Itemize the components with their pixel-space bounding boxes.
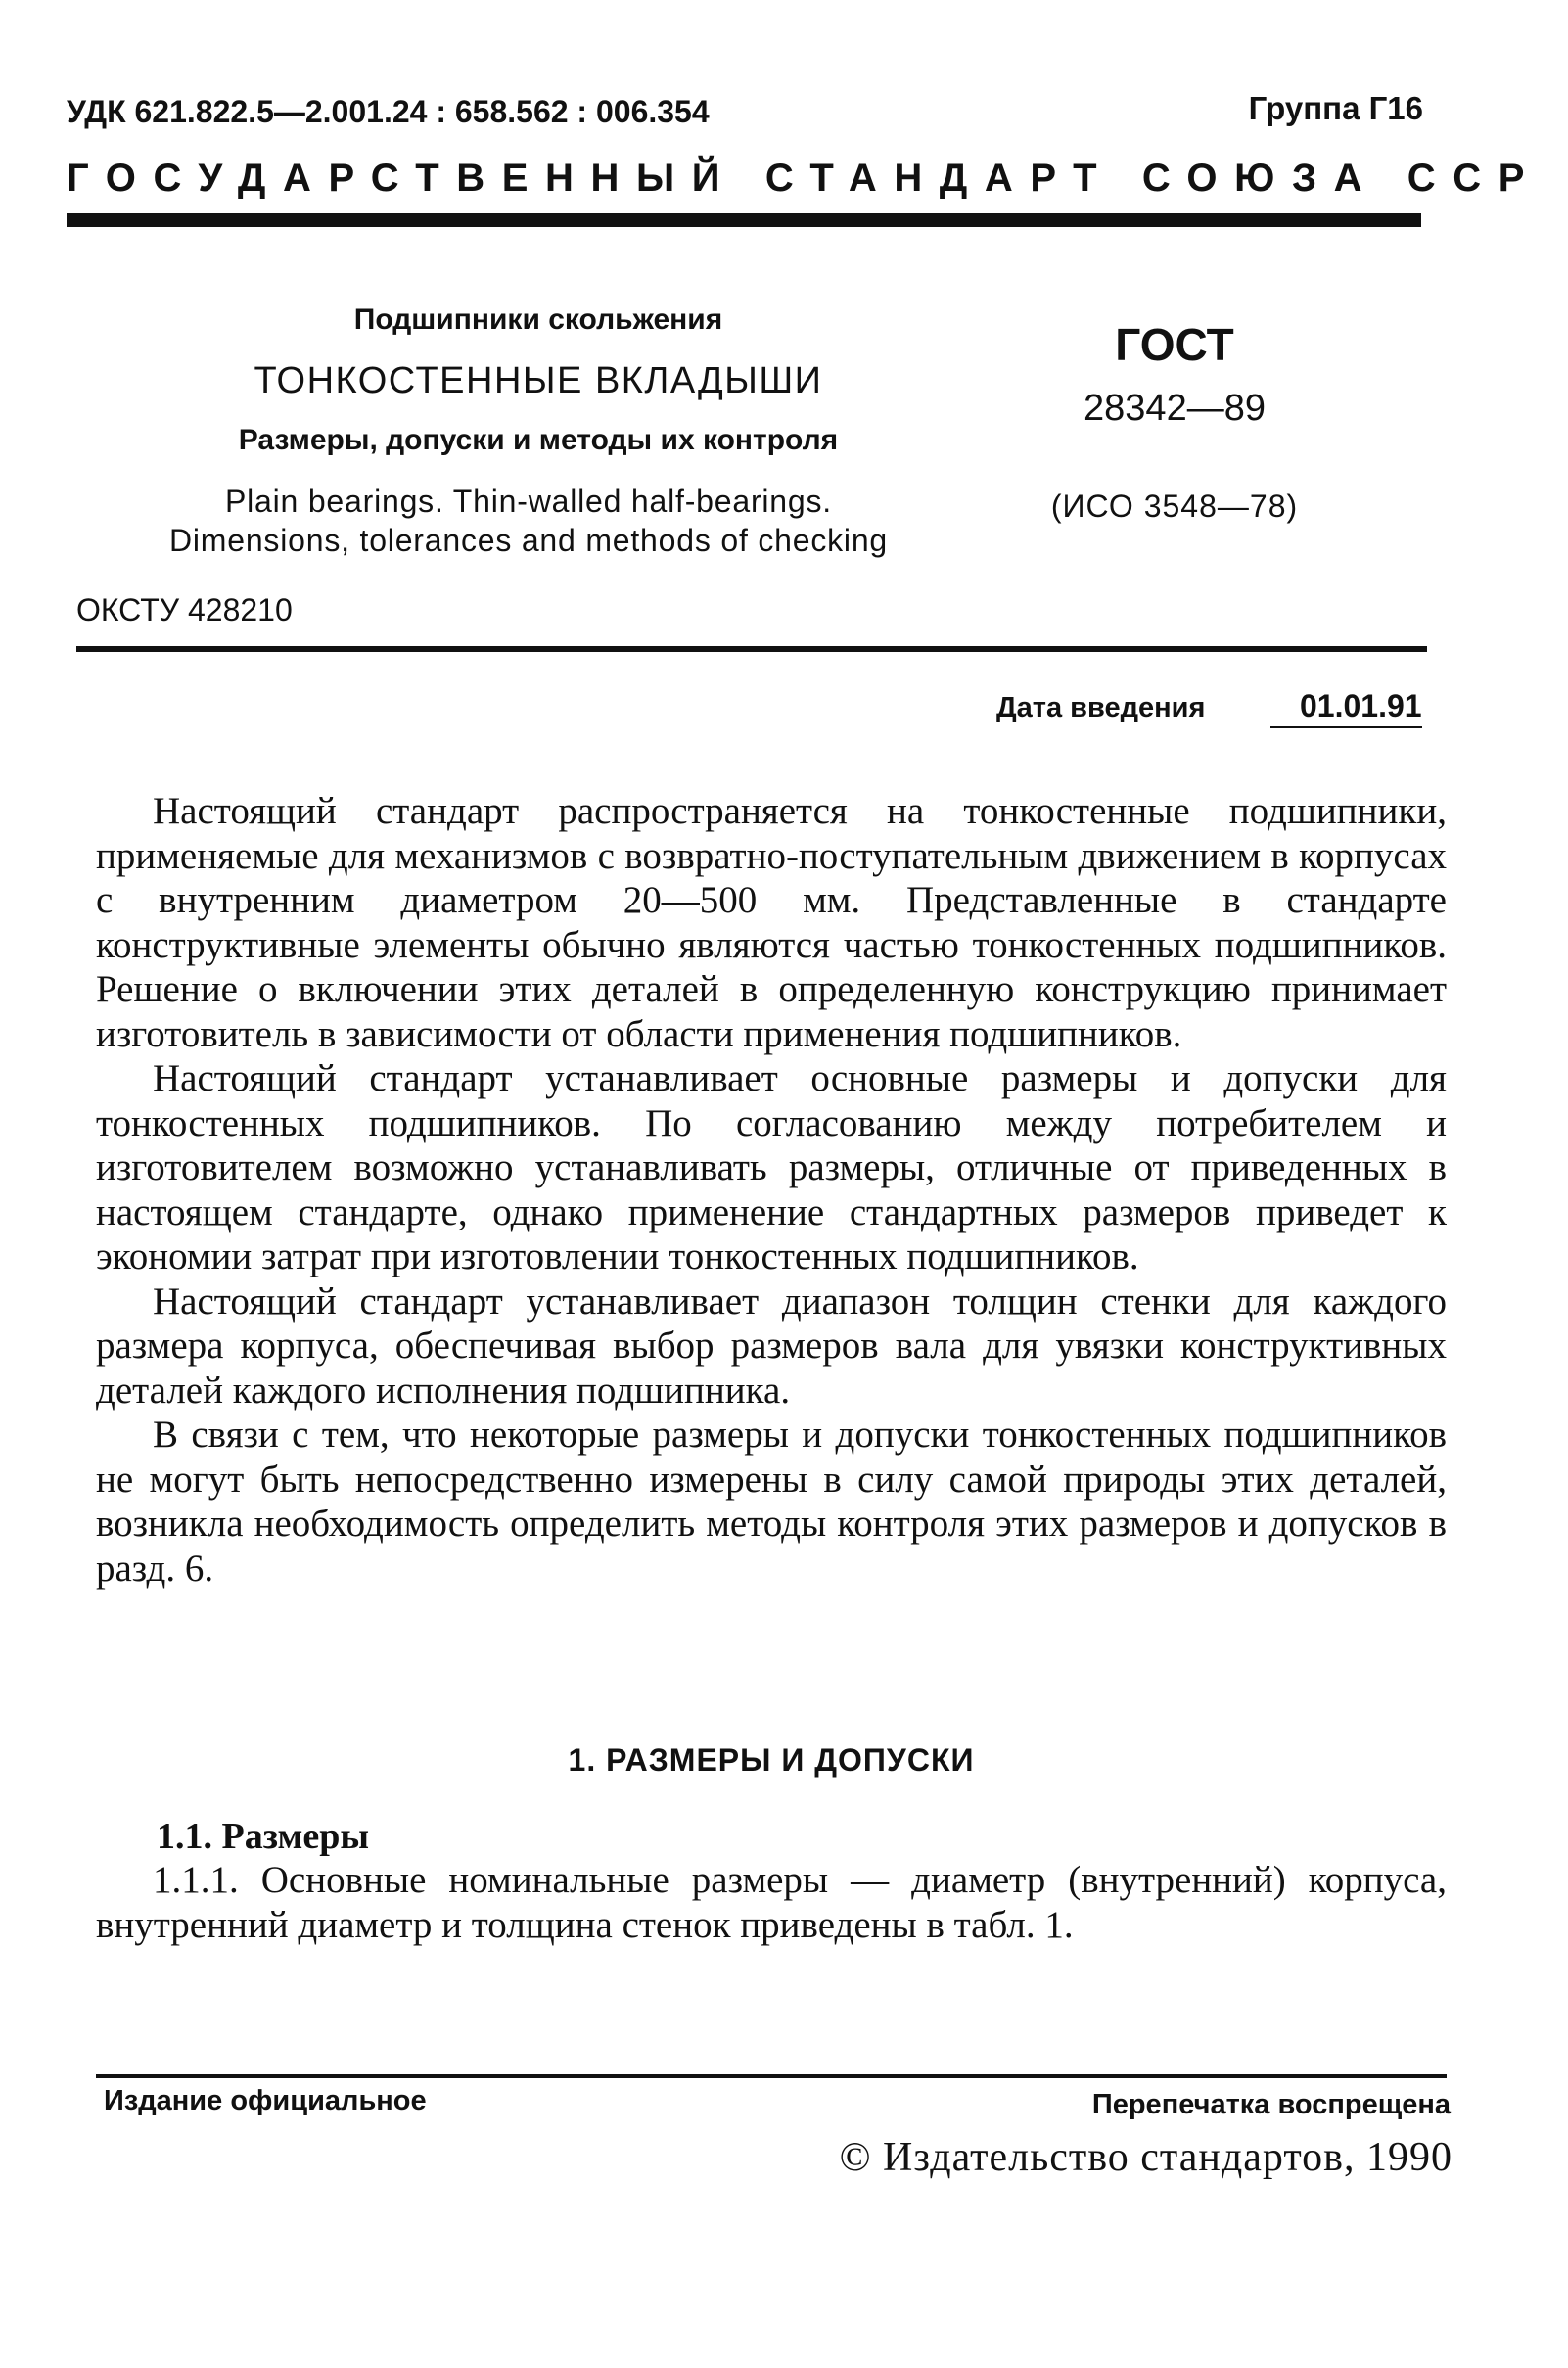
document-subject: Подшипники скольжения bbox=[353, 303, 723, 336]
section-heading: 1. РАЗМЕРЫ И ДОПУСКИ bbox=[568, 1742, 975, 1778]
gost-label: ГОСТ bbox=[1115, 319, 1234, 370]
english-title-line-1: Plain bearings. Thin-walled half-bearings. bbox=[224, 484, 832, 519]
okstu-code: ОКСТУ 428210 bbox=[76, 592, 293, 627]
english-title bbox=[108, 482, 949, 560]
subsection-heading: 1.1. Размеры bbox=[157, 1816, 369, 1857]
udk-code: УДК 621.822.5—2.001.24 : 658.562 : 006.354 bbox=[67, 94, 710, 129]
group-code: Группа Г16 bbox=[1248, 90, 1423, 126]
body-paragraph: В связи с тем, что некоторые размеры и допуски тонкостенных подшипников не могут быть непосредственно измерены в силу самой природы этих деталей, возникла необходимость определить методы контроля этих размеров и допусков в разд. 6. bbox=[96, 1414, 1447, 1590]
edition-note: Издание официальное bbox=[104, 2085, 427, 2116]
reprint-note: Перепечатка воспрещена bbox=[1091, 2089, 1451, 2120]
clause-paragraph: 1.1.1. Основные номинальные размеры — диаметр (внутренний) корпуса, внутренний диаметр и толщина стенок приведены в табл. 1. bbox=[96, 1859, 1447, 1946]
body-text bbox=[96, 789, 1447, 1591]
clause-text bbox=[96, 1858, 1447, 1947]
body-paragraph: Настоящий стандарт устанавливает основные размеры и допуски для тонкостенных подшипников. По согласованию между потребителем и изготовителем возможно устанавливать размеры, отличные от приведенных в настоящем стандарте, однако применение стандартных размеров приведет к экономии затрат при изготовлении тонкостенных подшипников. bbox=[96, 1057, 1447, 1277]
gost-number: 28342—89 bbox=[1084, 388, 1266, 429]
middle-divider bbox=[76, 646, 1427, 652]
document-title: ТОНКОСТЕННЫЕ ВКЛАДЫШИ bbox=[254, 360, 823, 401]
state-standard-heading: ГОСУДАРСТВЕННЫЙ СТАНДАРТ СОЮЗА ССР bbox=[67, 157, 1543, 200]
publisher-copyright: © Издательство стандартов, 1990 bbox=[839, 2135, 1453, 2180]
body-paragraph: Настоящий стандарт устанавливает диапазон толщин стенки для каждого размера корпуса, обеспечивая выбор размеров вала для увязки конструктивных деталей каждого исполнения подшипника. bbox=[96, 1279, 1447, 1412]
top-divider bbox=[67, 213, 1421, 227]
body-paragraph: Настоящий стандарт распространяется на тонкостенные подшипники, применяемые для механизмов с возвратно-поступательным движением в корпусах с внутренним диаметром 20—500 мм. Представленные в стандарте конструктивные элементы обычно являются частью тонкостенных подшипников. Решение о включении этих деталей в определенную конструкцию принимает изготовитель в зависимости от области применения подшипников. bbox=[96, 790, 1447, 1055]
document-subtitle: Размеры, допуски и методы их контроля bbox=[238, 424, 839, 456]
footer-divider bbox=[96, 2074, 1447, 2078]
intro-date-value: 01.01.91 bbox=[1270, 688, 1422, 728]
intro-date-label: Дата введения bbox=[996, 692, 1206, 723]
english-title-line-2: Dimensions, tolerances and methods of checking bbox=[168, 523, 889, 558]
iso-reference: (ИСО 3548—78) bbox=[1050, 488, 1299, 524]
